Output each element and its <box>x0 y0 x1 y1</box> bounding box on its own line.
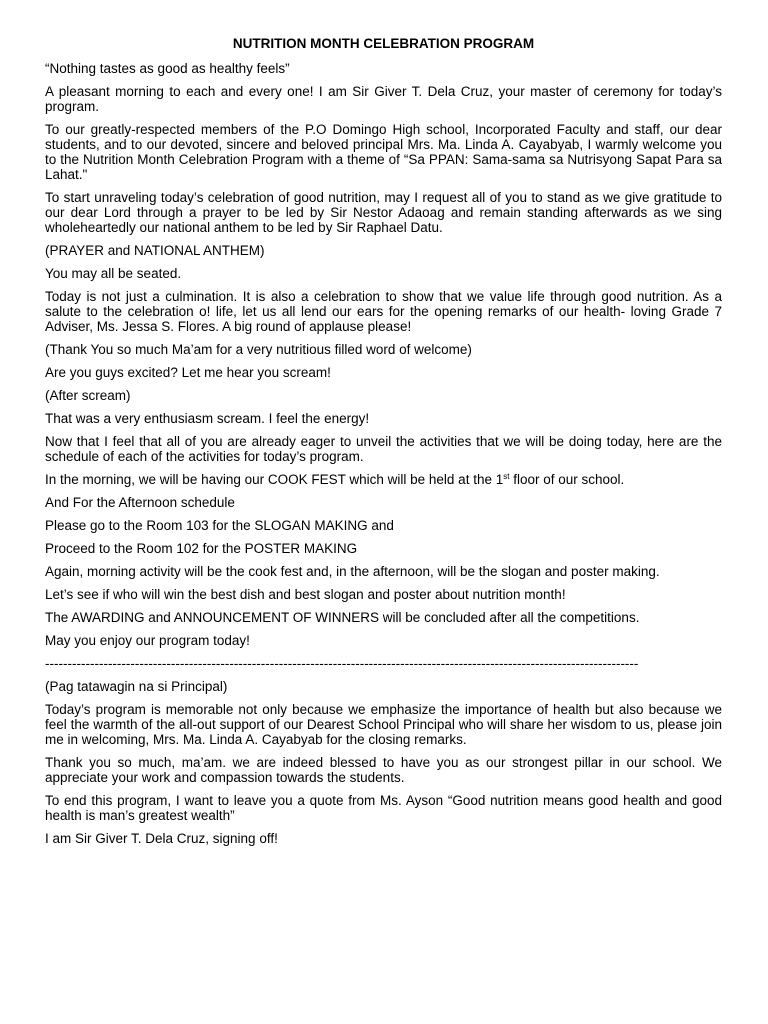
cook-fest-superscript: st <box>503 472 510 481</box>
paragraph-quote-ayson: To end this program, I want to leave you a quote from Ms. Ayson “Good nutrition means good health and good health is man’s greatest wealth” <box>45 793 722 823</box>
paragraph-closing-intro: Today’s program is memorable not only because we emphasize the importance of health but also because we feel the warmth of the all-out support of our Dearest School Principal who will share her wisdom to us, please join me in welcoming, Mrs. Ma. Linda A. Cayabyab for the closing remarks. <box>45 702 722 747</box>
paragraph-enjoy: May you enjoy our program today! <box>45 633 250 648</box>
paragraph-slogan-room: Please go to the Room 103 for the SLOGAN MAKING and <box>45 518 394 533</box>
cook-fest-text: In the morning, we will be having our COOK FEST which will be held at the 1 <box>45 472 504 487</box>
paragraph-thanks-principal: Thank you so much, ma’am. we are indeed blessed to have you as our strongest pillar in our school. We appreciate your work and compassion towards the students. <box>45 755 722 785</box>
paragraph-awarding: The AWARDING and ANNOUNCEMENT OF WINNERS will be concluded after all the competitions. <box>45 610 640 625</box>
paragraph-schedule-intro: Now that I feel that all of you are already eager to unveil the activities that we will be doing today, here are the schedule of each of the activities for today’s program. <box>45 434 722 464</box>
paragraph-quote: “Nothing tastes as good as healthy feels” <box>45 61 290 76</box>
paragraph-cook-fest <box>45 472 722 487</box>
paragraph-recap: Again, morning activity will be the cook fest and, in the afternoon, will be the slogan and poster making. <box>45 564 660 579</box>
document-title: NUTRITION MONTH CELEBRATION PROGRAM <box>232 36 535 51</box>
paragraph-call-principal: (Pag tatawagin na si Principal) <box>45 679 228 694</box>
paragraph-poster-room: Proceed to the Room 102 for the POSTER MAKING <box>45 541 358 556</box>
cook-fest-text-end: floor of our school. <box>509 472 625 487</box>
paragraph-welcome: To our greatly-respected members of the P.O Domingo High school, Incorporated Faculty and staff, our dear students, and to our devoted, sincere and beloved principal Mrs. Ma. Linda A. Cayabyab, I warmly welcome you to the Nutrition Month Celebration Program with a theme of “Sa PPAN: Sama-sama sa Nutrisyong Sapat Para sa Lahat." <box>45 122 722 182</box>
paragraph-opening-remarks: Today is not just a culmination. It is also a celebration to show that we value life through good nutrition. As a salute to the celebration o! life, let us all lend our ears for the opening remarks of our health- loving Grade 7 Adviser, Ms. Jessa S. Flores. A big round of applause please! <box>45 289 722 334</box>
paragraph-afternoon-schedule: And For the Afternoon schedule <box>45 495 235 510</box>
paragraph-signing-off: I am Sir Giver T. Dela Cruz, signing off! <box>45 831 278 846</box>
paragraph-greeting: A pleasant morning to each and every one! I am Sir Giver T. Dela Cruz, your master of ceremony for today’s program. <box>45 84 722 114</box>
paragraph-be-seated: You may all be seated. <box>45 266 182 281</box>
paragraph-winners: Let’s see if who will win the best dish and best slogan and poster about nutrition month! <box>45 587 566 602</box>
paragraph-after-scream: (After scream) <box>45 388 131 403</box>
paragraph-energy: That was a very enthusiasm scream. I feel the energy! <box>45 411 370 426</box>
paragraph-prayer-anthem: (PRAYER and NATIONAL ANTHEM) <box>45 243 265 258</box>
dashed-divider: ------------------------------------------------------------------------------------------------------------------------------------ <box>45 656 639 671</box>
paragraph-thank-you: (Thank You so much Ma’am for a very nutritious filled word of welcome) <box>45 342 472 357</box>
paragraph-prayer-request: To start unraveling today’s celebration of good nutrition, may I request all of you to stand as we give gratitude to our dear Lord through a prayer to be led by Sir Nestor Adaoag and remain standing afterwards as we sing wholeheartedly our national anthem to be led by Sir Raphael Datu. <box>45 190 722 235</box>
paragraph-excited: Are you guys excited? Let me hear you scream! <box>45 365 331 380</box>
